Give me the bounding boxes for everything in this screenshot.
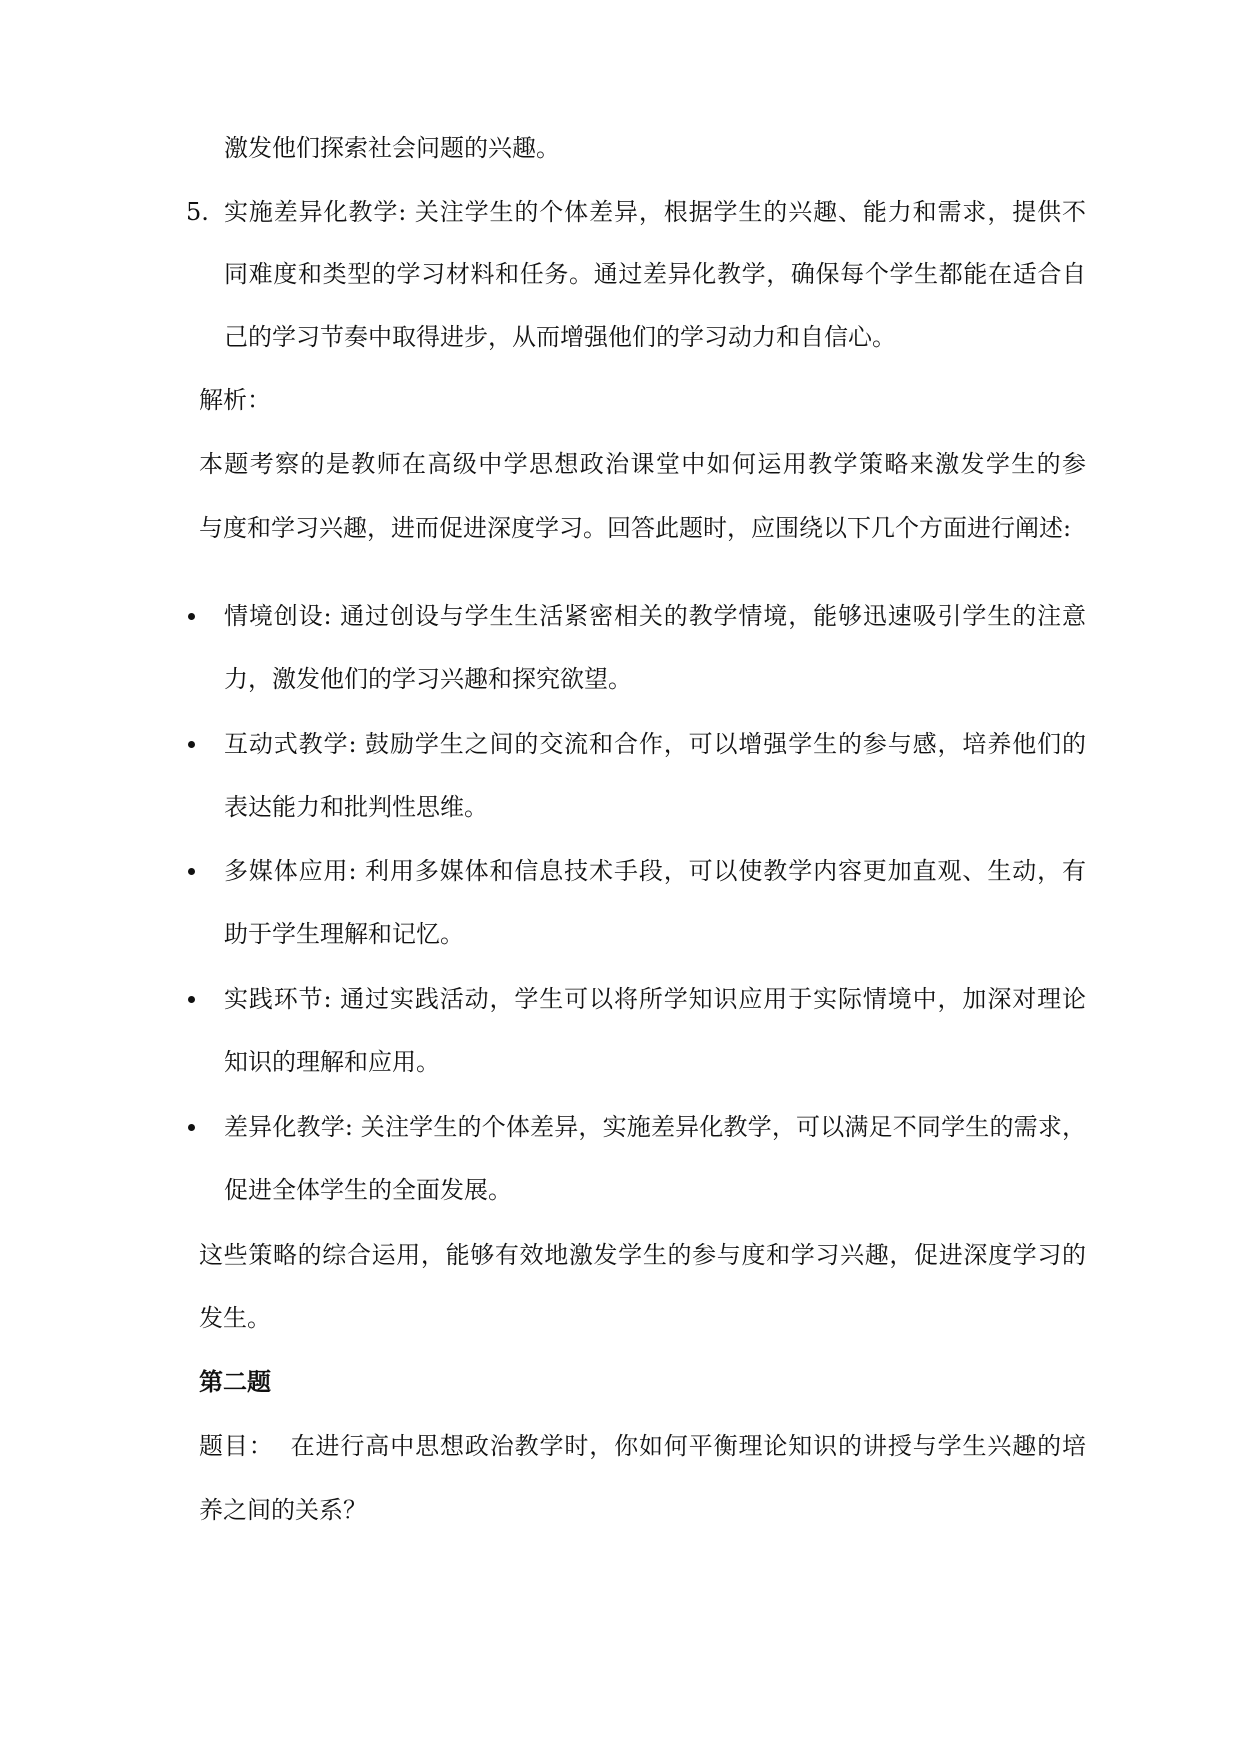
analysis-paragraph-line: 与度和学习兴趣，进而促进深度学习。回答此题时，应围绕以下几个方面进行阐述: — [199, 514, 1072, 542]
bullet-line: 互动式教学: 鼓励学生之间的交流和合作，可以增强学生的参与感，培养他们的 — [224, 730, 1086, 758]
item5-line: 同难度和类型的学习材料和任务。通过差异化教学，确保每个学生都能在适合自 — [224, 260, 1086, 288]
item5-line: 己的学习节奏中取得进步，从而增强他们的学习动力和自信心。 — [224, 323, 896, 351]
analysis-label: 解析： — [199, 386, 271, 414]
item-number: 5. — [186, 198, 209, 226]
section-heading: 第二题 — [199, 1367, 271, 1396]
question-line: 题目： 在进行高中思想政治教学时，你如何平衡理论知识的讲授与学生兴趣的培 — [199, 1432, 1086, 1460]
continuation-text: 激发他们探索社会问题的兴趣。 — [224, 134, 560, 162]
bullet-line: 助于学生理解和记忆。 — [224, 920, 464, 948]
bullet-dot-icon — [188, 996, 195, 1003]
bullet-dot-icon — [188, 741, 195, 748]
item5-line: 实施差异化教学: 关注学生的个体差异，根据学生的兴趣、能力和需求，提供不 — [224, 198, 1086, 226]
bullet-line: 多媒体应用: 利用多媒体和信息技术手段，可以使教学内容更加直观、生动，有 — [224, 857, 1086, 885]
bullet-line: 知识的理解和应用。 — [224, 1048, 440, 1076]
summary-line: 这些策略的综合运用，能够有效地激发学生的参与度和学习兴趣，促进深度学习的 — [199, 1241, 1086, 1269]
bullet-dot-icon — [188, 613, 195, 620]
bullet-line: 实践环节: 通过实践活动，学生可以将所学知识应用于实际情境中，加深对理论 — [224, 985, 1086, 1013]
summary-line: 发生。 — [199, 1304, 271, 1332]
bullet-dot-icon — [188, 1124, 195, 1131]
bullet-line: 力，激发他们的学习兴趣和探究欲望。 — [224, 665, 632, 693]
bullet-line: 情境创设: 通过创设与学生生活紧密相关的教学情境，能够迅速吸引学生的注意 — [224, 602, 1086, 630]
bullet-dot-icon — [188, 868, 195, 875]
analysis-paragraph-line: 本题考察的是教师在高级中学思想政治课堂中如何运用教学策略来激发学生的参 — [199, 450, 1086, 478]
question-line: 养之间的关系？ — [199, 1496, 367, 1524]
bullet-line: 差异化教学: 关注学生的个体差异，实施差异化教学，可以满足不同学生的需求， — [224, 1113, 1086, 1141]
bullet-line: 表达能力和批判性思维。 — [224, 793, 488, 821]
bullet-line: 促进全体学生的全面发展。 — [224, 1176, 512, 1204]
